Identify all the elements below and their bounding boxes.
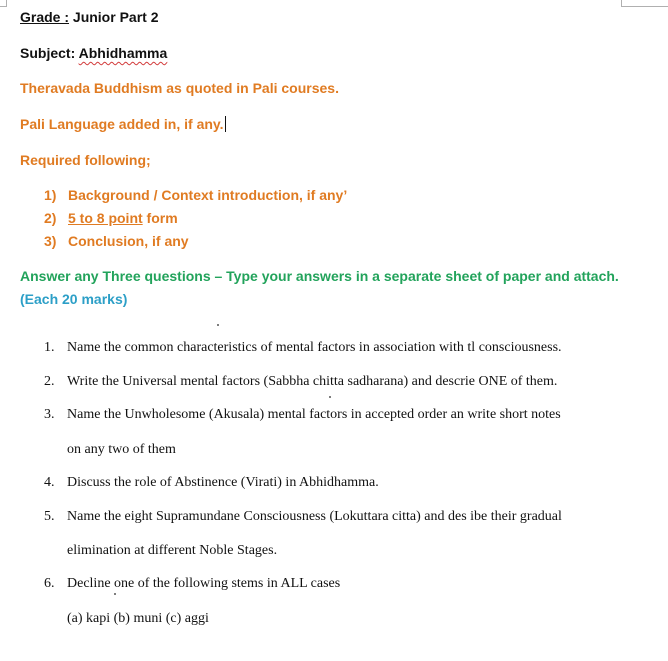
scan-speck: [114, 593, 116, 595]
text-cursor: [225, 116, 226, 132]
instructions-main: Answer any Three questions – Type your answers in a separate sheet of paper and attach.: [20, 268, 619, 284]
grade-label: Grade :: [20, 9, 70, 25]
intro-line-1: Theravada Buddhism as quoted in Pali courses.: [20, 80, 339, 96]
question-item: [44, 509, 562, 525]
question-continuation: elimination at different Noble Stages.: [67, 543, 278, 558]
question-text: Discuss the role of Abstinence (Virati) in Abhidhamma.: [67, 475, 379, 490]
page-corner-mark-left: [0, 0, 7, 7]
requirement-item: [44, 233, 189, 249]
page-corner-mark-right: [621, 0, 668, 7]
requirement-text: form: [142, 210, 178, 226]
question-number: 2.: [44, 374, 55, 389]
question-item: [44, 576, 341, 592]
question-text: Decline one of the following stems in ALL cases: [67, 576, 341, 591]
question-item: [44, 340, 562, 356]
question-text: Name the eight Supramundane Consciousness (Lokuttara citta) and des ibe their gradual: [67, 509, 562, 524]
question-number: 4.: [44, 475, 55, 490]
question-item: [44, 475, 379, 491]
grade-value: Junior Part 2: [72, 9, 159, 25]
requirement-item: [44, 210, 178, 226]
question-number: 5.: [44, 509, 55, 524]
question-number: 3.: [44, 407, 55, 422]
requirement-text-underlined: 5 to 8 point: [68, 210, 143, 226]
question-number: 6.: [44, 576, 55, 591]
question-continuation: on any two of them: [67, 442, 176, 457]
scan-speck: [329, 396, 331, 398]
scan-speck: [217, 324, 219, 326]
requirement-number: 3): [44, 233, 57, 249]
question-text: Name the Unwholesome (Akusala) mental factors in accepted order an write short notes: [67, 407, 561, 422]
subject-label: Subject:: [20, 45, 76, 61]
question-text: Write the Universal mental factors (Sabbha chitta sadharana) and descrie ONE of them.: [67, 374, 558, 389]
question-item: [44, 374, 558, 390]
requirement-number: 1): [44, 187, 57, 203]
instructions-marks: (Each 20 marks): [20, 291, 128, 307]
question-text: Name the common characteristics of mental factors in association with tl consciousness.: [67, 340, 562, 355]
intro-line-3: Required following;: [20, 152, 151, 168]
requirement-text: Conclusion, if any: [68, 233, 189, 249]
question-continuation: (a) kapi (b) muni (c) aggi: [67, 611, 209, 626]
requirement-item: [44, 187, 347, 203]
intro-line-2: [20, 116, 226, 132]
question-number: 1.: [44, 340, 55, 355]
grade-line: [20, 9, 159, 25]
requirement-number: 2): [44, 210, 57, 226]
subject-line: [20, 45, 167, 61]
requirement-text: Background / Context introduction, if any’: [68, 187, 348, 203]
question-item: [44, 407, 561, 423]
intro-line-2-text: Pali Language added in, if any.: [20, 116, 224, 132]
subject-value: Abhidhamma: [78, 45, 168, 61]
